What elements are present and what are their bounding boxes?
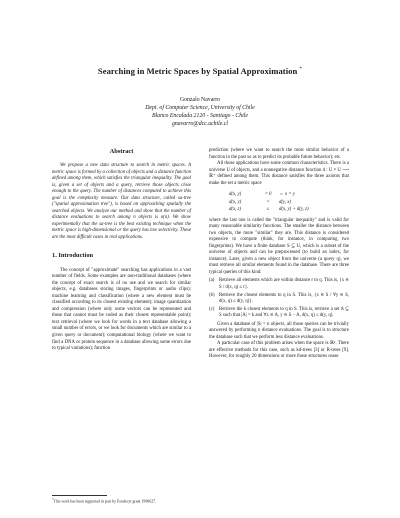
axiom-row <box>229 191 349 198</box>
axiom-rhs: d(y, x) <box>279 199 291 205</box>
footnote-rule <box>52 495 107 496</box>
list-item-label: (c) <box>209 306 215 312</box>
list-item <box>209 293 349 306</box>
axiom-row <box>229 199 349 206</box>
intro-heading: 1. Introduction <box>52 251 94 259</box>
right-column <box>209 148 349 361</box>
right-paragraph-5: A particular case of this problem arises when the space is ℝᵏ. There are effective methods for this case, such as kd-trees [3] or R-trees [9]. However, for roughly 20 dimensions or more those structures cease <box>209 341 349 360</box>
axiom-relation: = 0 <box>264 192 272 198</box>
list-item-text: Retrieve all elements which are within distance r to q. This is, {x ∈ S / d(x, q) ≤ r}. <box>219 278 349 290</box>
right-paragraph-4: Given a database of |S| = n objects, all those queries can be trivially answered by performing n distance evaluations. The goal is to structure the database such that we perform less distance evaluations. <box>209 321 349 340</box>
right-paragraph-3: where the last one is called the "triangular inequality" and is valid for many reasonable similarity functions. The smaller the distance between two objects, the more "similar" they are. This distance is considered expensive to compute (think, for instance, in comparing two fingerprints). We have a finite database S ⊆ U, which is a subset of the universe of objects and can be preprocessed (to build an index, for instance). Later, given a new object from the universe (a query q), we must retrieve all similar elements found in the database. There are three typical queries of this kind: <box>209 217 349 275</box>
author-block <box>0 96 400 128</box>
metric-axioms <box>229 191 349 213</box>
axiom-rhs: ⇔ x = y <box>279 192 295 198</box>
list-item-text: Retrieve the k closest elements to q in S. This is, retrieve a set A ⊆ S such that |A| = k and ∀x ∈ A, y ∈ S − A, d(x, q) ≤ d(y, q). <box>219 306 349 319</box>
author-department: Dept. of Computer Science, University of Chile <box>145 105 255 112</box>
right-paragraph-2: All those applications have some common characteristics. There is a universe U of objects, and a nonnegative distance function d : U × U ⟶ ℝ⁺ defined among them. This distance satisfies the three axioms that make the set a metric space <box>209 161 349 186</box>
axiom-lhs: d(x, y) <box>229 192 242 198</box>
abstract-heading: Abstract <box>109 148 134 155</box>
footnote-text: This work has been supported in part by Fondecyt grant 1990627. <box>53 499 157 504</box>
author-address: Blanco Encalada 2120 - Santiago - Chile <box>152 113 248 120</box>
intro-text: The concept of "approximate" searching has applications in a vast number of fields. Some examples are non-traditional databases (where the concept of exact search is of no use and we search for similar objects, e.g. databases storing images, fingerprints or audio clips); machine learning and classification (where a new element must be classified according to its closest existing element); image quantization and compression (where only some vectors can be represented and those that cannot must be coded as their closest representable point); text retrieval (where we look for words in a text database allowing a small number of errors, or we look for documents which are similar to a given query or document); computational biology (where we want to find a DNA or protein sequence in a database allowing some errors due to typical variations); function <box>52 267 191 352</box>
list-item-label: (a) <box>209 278 215 284</box>
author-name: Gonzalo Navarro <box>179 97 221 103</box>
paper-title <box>0 66 400 76</box>
axiom-lhs: d(x, y) <box>229 199 242 205</box>
list-item <box>209 307 349 320</box>
axiom-relation: ≤ <box>266 207 270 213</box>
title-text: Searching in Metric Spaces by Spatial Approximation <box>97 66 298 76</box>
author-email: gnavarro@dcc.uchile.cl <box>172 121 228 128</box>
left-column <box>52 148 191 353</box>
abstract-text: We propose a new data structure to search in metric spaces. A metric space is formed by a collection of objects and a distance function defined among them, which satisfies the triangular inequality. The goal is, given a set of objects and a query, retrieve those objects close enough to the query. The number of distances computed to achieve this goal is the complexity measure. Our data structure, called sa-tree ("spatial approximation tree"), is based on approaching spatially the searched objects. We analyze our method and show that the number of distance evaluations to search among n objects is o(n). We show experimentally that the sa-tree is the best existing technique when the metric space is high-dimensional or the query has low selectivity. These are the most difficult cases in real applications. <box>52 163 191 241</box>
footnote-mark: * <box>52 497 54 501</box>
axiom-row <box>229 206 349 213</box>
list-item <box>209 278 349 291</box>
list-item-text: Retrieve the closest elements to q in S. This is, {x ∈ S / ∀y ∈ S, d(x, q) ≤ d(y, q)}. <box>219 292 349 305</box>
title-footnote-mark: * <box>299 67 303 73</box>
right-paragraph-1: prediction (where we want to search the most similar behavior of a function in the past so as to predict its probable future behavior); etc. <box>209 148 349 160</box>
axiom-relation: = <box>266 199 270 205</box>
query-types-list <box>209 278 349 319</box>
list-item-label: (b) <box>209 292 215 298</box>
axiom-rhs: d(x, y) + d(y, z) <box>279 207 309 213</box>
axiom-lhs: d(x, z) <box>229 207 241 213</box>
footnote <box>52 497 191 505</box>
